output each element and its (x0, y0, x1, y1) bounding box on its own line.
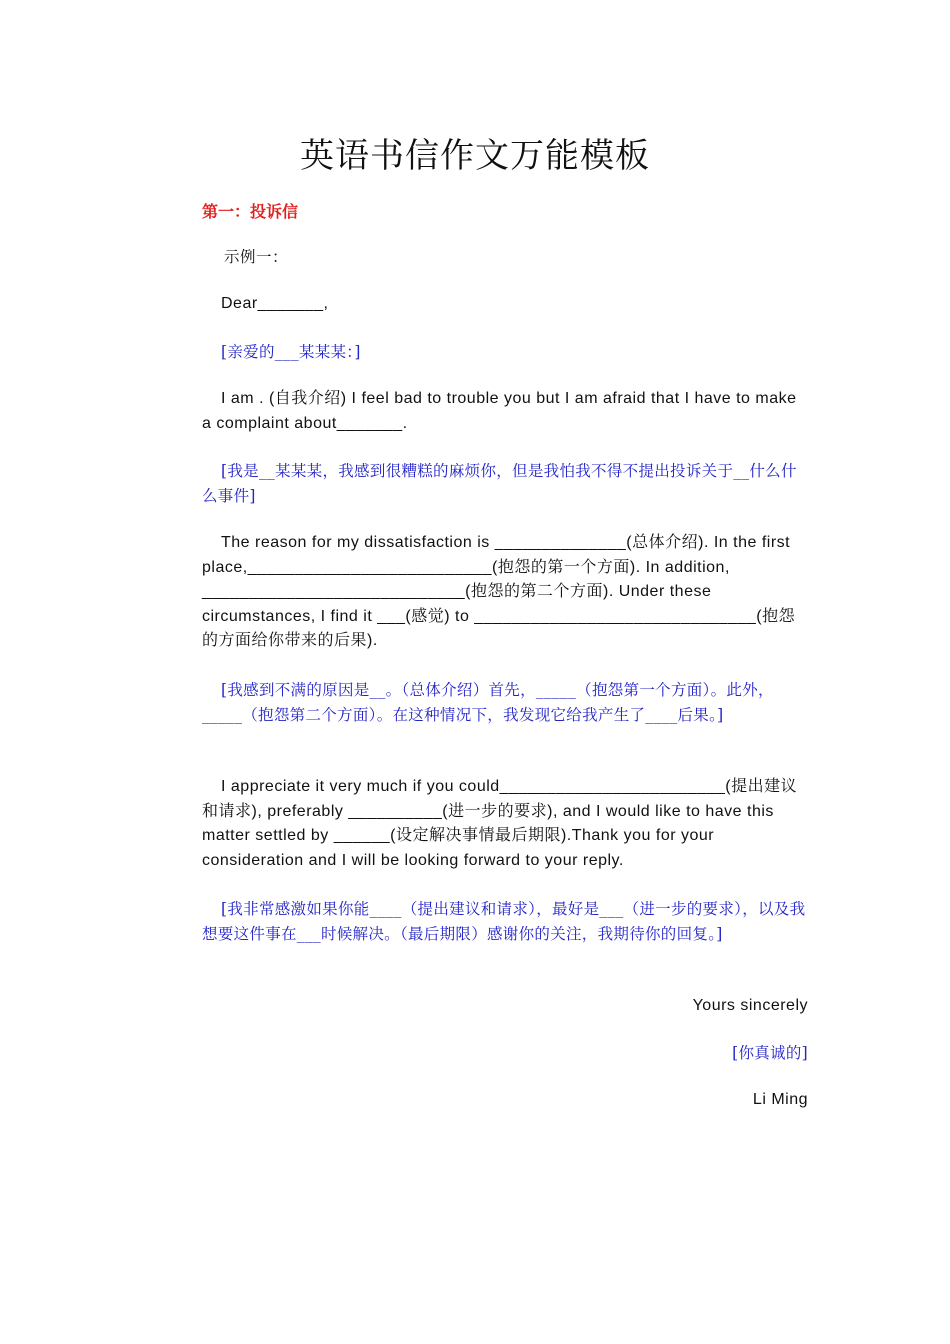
paragraph-2-cn: [我感到不满的原因是__。（总体介绍）首先，_____（抱怨第一个方面）。此外，_____（抱怨第二个方面）。在这种情况下，我发现它给我产生了____后果。] (202, 681, 774, 724)
example-label: 示例一： (224, 248, 289, 266)
salutation-en: Dear_______, (221, 295, 329, 312)
paragraph-3-cn: [我非常感激如果你能____（提出建议和请求），最好是___（进一步的要求），以及我想要这件事在___时候解决。（最后期限）感谢你的关注，我期待你的回复。] (202, 900, 806, 943)
paragraph-3-en: I appreciate it very much if you could________________________(提出建议和请求), preferably __________(进一步的要求), and I would like to have this matter settled by ______(设定解决事情最后期限).Thank you for your consideration and I will be looking forward to your reply. (202, 778, 798, 869)
signature: Li Ming (752, 1091, 808, 1108)
document-title: 英语书信作文万能模板 (300, 136, 650, 176)
paragraph-2-en: The reason for my dissatisfaction is ______________(总体介绍). In the first place,__________________________(抱怨的第一个方面). In addition, ____________________________(抱怨的第二个方面). Under these circumstances, I find it ___(感觉) to ______________________________(抱怨的方面给你带来的后果). (202, 534, 796, 649)
closing-cn: [你真诚的] (732, 1044, 808, 1062)
closing-en: Yours sincerely (692, 997, 808, 1014)
salutation-cn: [亲爱的___某某某：] (221, 343, 361, 361)
section-heading: 第一：投诉信 (202, 202, 299, 221)
paragraph-1-en: I am . (自我介绍) I feel bad to trouble you but I am afraid that I have to make a complaint about_______. (202, 390, 797, 432)
paragraph-1-cn: [我是__某某某，我感到很糟糕的麻烦你，但是我怕我不得不提出投诉关于__什么什么事件] (202, 462, 797, 505)
